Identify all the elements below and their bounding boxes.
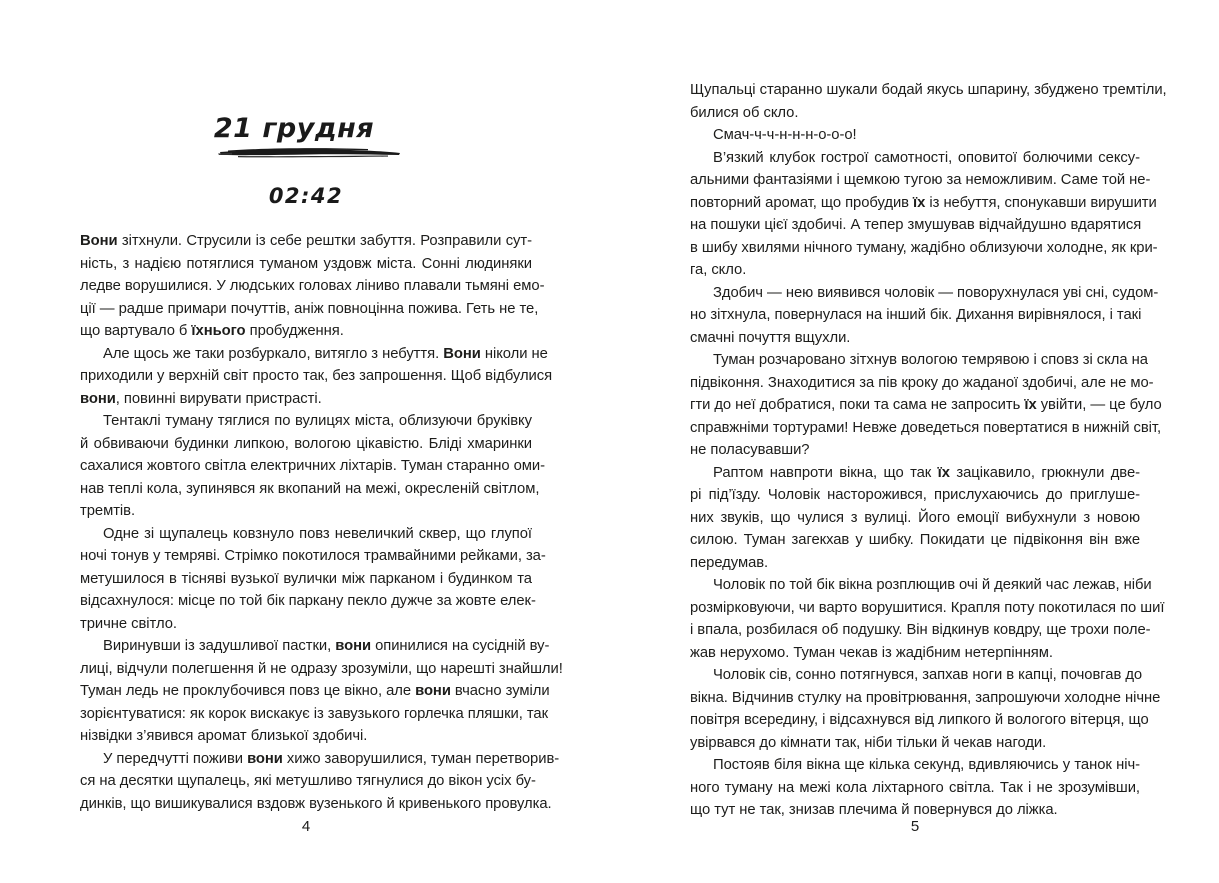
text-line: ледве ворушилися. У людських головах ліниво плавали тьмяні емо- (80, 278, 545, 294)
text-line: приходили у верхній світ просто так, без запрошення. Щоб відбулися (80, 368, 553, 384)
text-line: У передчутті поживи вони хижо заворушилися, туман перетворив- (103, 750, 560, 767)
text-line: Але щось же таки розбуркало, витягло з небуття. Вони ніколи не (103, 345, 548, 362)
emphasized-word: вони (335, 638, 372, 654)
text-line: на пошуки цієї здобичі. А тепер змушував відчайдушно вдарятися (690, 217, 1142, 233)
text-line: лиці, відчули полегшення й не одразу зрозуміли, що нарешті знайшли! (80, 660, 563, 677)
text-line: що тут не так, знизав плечима й повернувся до ліжка. (690, 802, 1058, 818)
emphasized-word: їх (1024, 397, 1037, 413)
emphasized-word: їх (913, 194, 926, 211)
text-line: Чоловік по той бік вікна розплющив очі й деякий час лежав, ніби (713, 577, 1152, 593)
chapter-time: 02:42 (268, 184, 344, 208)
left-page-text (80, 230, 563, 815)
text-line: Вони зітхнули. Струсили із себе рештки забуття. Розправили сут- (80, 233, 532, 249)
text-line: нізвідки з’явився аромат близької здобичі. (80, 728, 368, 744)
text-line: не поласувавши? (690, 442, 810, 458)
text-line: них звуків, що чулися з вулиці. Його емоції вибухнули з новою (690, 509, 1140, 526)
text-line: жав нерухомо. Туман чекав із жадібним нетерпінням. (690, 644, 1053, 661)
text-line: ся на десятки щупалець, які метушливо тягнулися до вікон усіх бу- (80, 773, 536, 789)
emphasized-word: їхнього (191, 323, 246, 339)
text-line: гти до неї добратися, поки та сама не запросить їх увійти, — це було (690, 397, 1162, 413)
right-page (690, 0, 1167, 883)
text-line: вони, повинні вирувати пристрасті. (80, 390, 322, 407)
left-page (80, 0, 563, 883)
text-line: ночі тонув у темряві. Стрімко покотилося трамвайними рейками, за- (80, 548, 546, 564)
text-line: в шибу хвилями нічного туману, жадібно облизуючи холодне, як кри- (690, 239, 1158, 256)
text-line: відсахнулося: місце по той бік паркану пекло дужче за жовте елек- (80, 593, 536, 609)
text-line: увірвався до кімнати так, ніби тільки й чекав нагоди. (690, 734, 1047, 751)
emphasized-word: Вони (80, 233, 118, 249)
text-line: повітря всередину, і відсахнувся від липкого й вологого вітерця, що (690, 712, 1149, 728)
emphasized-word: їх (937, 464, 950, 481)
text-line: Одне зі щупалець ковзнуло повз невеличкий сквер, що глупої (103, 525, 532, 542)
text-line: ного туману на межі кола ліхтарного світла. Так і не зрозумівши, (690, 779, 1140, 796)
text-line: вікна. Відчинив стулку на провітрювання, запрошуючи холодне нічне (690, 689, 1161, 706)
chapter-title: 21 грудня (213, 113, 375, 144)
page-number-left: 4 (301, 818, 311, 835)
page-number-right: 5 (910, 818, 920, 835)
text-line: сахалися жовтого світла електричних ліхтарів. Туман старанно оми- (80, 458, 546, 474)
text-line: і впала, розбилася об подушку. Він відкинув ковдру, ще трохи поле- (690, 622, 1151, 638)
emphasized-word: Вони (443, 345, 481, 362)
text-line: альними фантазіями і щемкою тугою за неможливим. Саме той не- (690, 172, 1151, 188)
text-line: Щупальці старанно шукали бодай якусь шпарину, збуджено тремтіли, (690, 82, 1167, 98)
text-line: динків, що вишикувалися вздовж вузенького й кривенького провулка. (80, 795, 552, 812)
text-line: Постояв біля вікна ще кілька секунд, вдивляючись у танок ніч- (713, 757, 1140, 773)
text-line: метушилося в тісняві вузької вулички між парканом і будинком та (80, 570, 532, 587)
text-line: ність, з надією потяглися туманом уздовж міста. Сонні людиняки (80, 255, 532, 272)
text-line: В’язкий клубок гострої самотності, оповитої болючими сексу- (713, 149, 1140, 166)
text-line: Тентаклі туману тяглися по вулицях міста, облизуючи бруківку (103, 413, 532, 429)
text-line: Раптом навпроти вікна, що так їх зацікавило, грюкнули две- (713, 464, 1141, 481)
text-line: билися об скло. (690, 104, 799, 121)
text-line: Туман ледь не проклубочився повз це вікно, але вони вчасно зуміли (80, 683, 550, 699)
emphasized-word: вони (247, 750, 283, 767)
text-line: смачні почуття вщухли. (690, 329, 851, 346)
emphasized-word: вони (415, 683, 451, 699)
text-line: передумав. (690, 554, 769, 571)
text-line: тричне світло. (80, 615, 177, 632)
text-line: нав теплі кола, зупинявся як вкопаний на межі, окресленій світлом, (80, 480, 540, 497)
text-line: ції — радше примари почуттів, аніж повноцінна пожива. Геть не те, (80, 300, 539, 317)
text-line: рі під’їзду. Чоловік насторожився, прислухаючись до приглуше- (690, 487, 1140, 503)
text-line: й обвиваючи будинки липкою, вологою цікавістю. Бліді хмаринки (80, 435, 532, 452)
text-line: Туман розчаровано зітхнув вологою темрявою і сповз зі скла на (713, 352, 1148, 368)
text-line: га, скло. (690, 262, 747, 278)
text-line: Чоловік сів, сонно потягнувся, запхав ноги в капці, почовгав до (713, 667, 1143, 683)
text-line: Виринувши із задушливої пастки, вони опинилися на сусідній ву- (103, 638, 550, 654)
text-line: тремтів. (80, 503, 136, 519)
text-line: що вартувало б їхнього пробудження. (80, 323, 344, 339)
brush-stroke-underline (218, 143, 402, 161)
text-line: зорієнтуватися: як корок вискакує із завузького горлечка пляшки, так (80, 705, 549, 722)
text-line: силою. Туман загекхав у шибку. Покидати це підвіконня він вже (690, 532, 1140, 548)
text-line: повторний аромат, що пробудив їх із небуття, спонукавши вирушити (690, 194, 1157, 211)
emphasized-word: вони (80, 390, 116, 407)
text-line: но зітхнула, повернулася на інший бік. Дихання вирівнялося, і такі (690, 307, 1142, 323)
right-page-text (690, 79, 1167, 822)
text-line: Смач-ч-ч-н-н-н-о-о-о! (713, 127, 857, 143)
text-line: підвіконня. Знаходитися за пів кроку до жаданої здобичі, але не мо- (690, 374, 1154, 391)
text-line: Здобич — нею виявився чоловік — поворухнулася уві сні, судом- (713, 284, 1159, 301)
text-line: розмірковуючи, чи варто ворушитися. Крапля поту покотилася по шиї (690, 599, 1165, 616)
text-line: справжніми тортурами! Невже доведеться повертатися в нижній світ, (690, 419, 1162, 436)
